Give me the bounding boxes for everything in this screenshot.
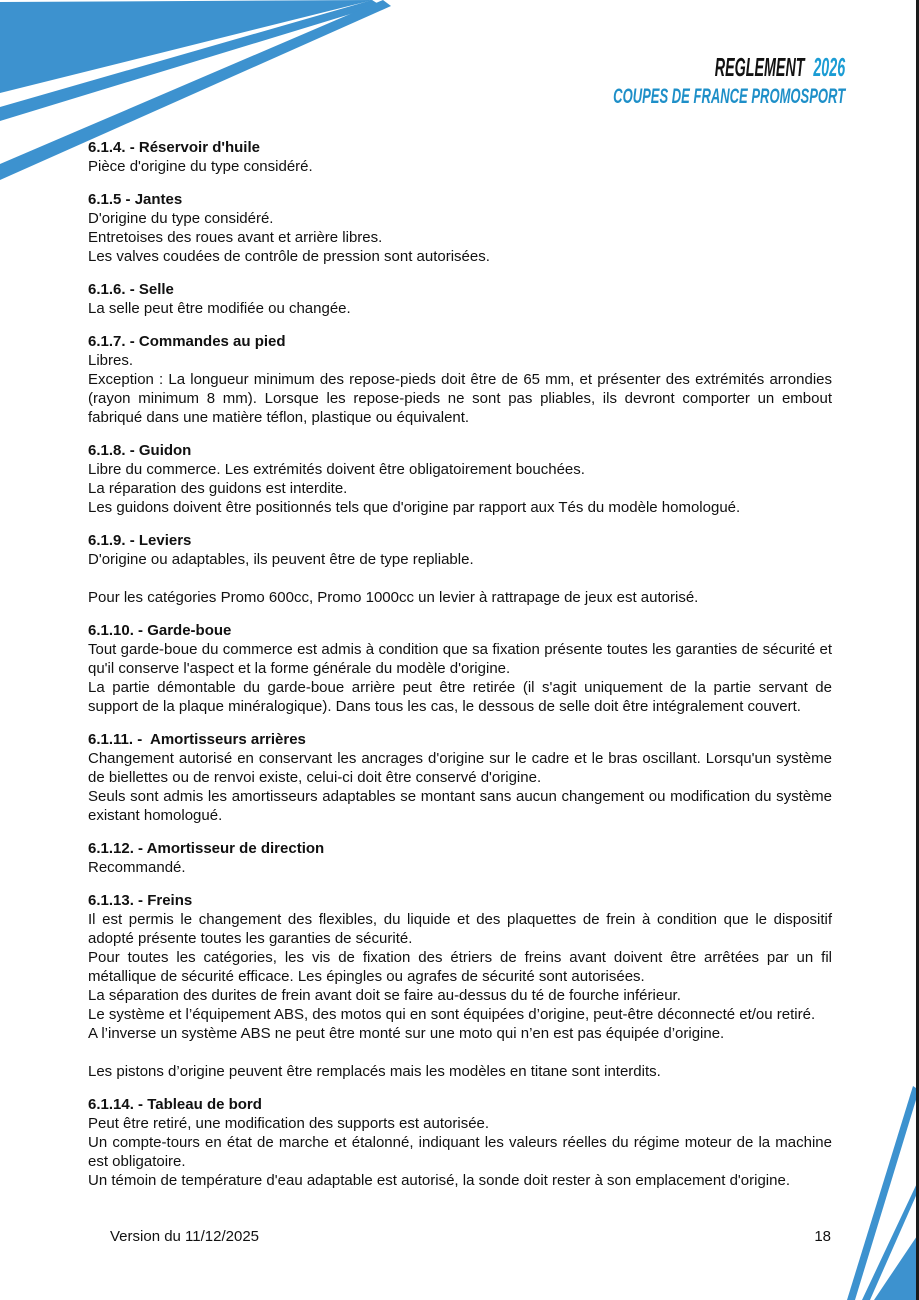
section-heading: 6.1.13. - Freins	[88, 892, 193, 909]
section-heading: 6.1.5 - Jantes	[88, 191, 183, 208]
paragraph: Les guidons doivent être positionnés tels que d'origine par rapport aux Tés du modèle homologué.	[88, 499, 741, 516]
section-heading: 6.1.10. - Garde-boue	[88, 622, 232, 639]
paragraph: Libre du commerce. Les extrémités doivent être obligatoirement bouchées.	[88, 461, 585, 478]
paragraph: Exception : La longueur minimum des repose-pieds doit être de 65 mm, et présenter des extrémités arrondies (rayon minimum 8 mm). Lorsque les repose-pieds ne sont pas pliables, ils devront comporter un embout fabriqué dans une matière téflon, plastique ou équivalent.	[88, 371, 832, 426]
section-heading: 6.1.11. - Amortisseurs arrières	[88, 731, 306, 748]
section-6-1-13	[88, 891, 832, 1081]
paragraph: Seuls sont admis les amortisseurs adaptables se montant sans aucun changement ou modification du système existant homologué.	[88, 788, 832, 824]
section-6-1-7	[88, 332, 832, 427]
paragraph: La séparation des durites de frein avant doit se faire au-dessus du té de fourche inférieur.	[88, 987, 681, 1004]
masthead-subtitle: COUPES DE FRANCE PROMOSPORT	[613, 85, 845, 108]
paragraph: La selle peut être modifiée ou changée.	[88, 300, 351, 317]
paragraph: A l’inverse un système ABS ne peut être monté sur une moto qui n’en est pas équipée d’origine.	[88, 1025, 725, 1042]
section-6-1-4	[88, 138, 832, 176]
section-6-1-12	[88, 839, 832, 877]
stripe-wedge-top-left	[0, 0, 373, 93]
section-6-1-5	[88, 190, 832, 266]
paragraph: Recommandé.	[88, 859, 186, 876]
paragraph: Un compte-tours en état de marche et étalonné, indiquant les valeurs réelles du régime moteur de la machine est obligatoire.	[88, 1134, 832, 1170]
section-heading: 6.1.14. - Tableau de bord	[88, 1096, 262, 1113]
section-6-1-9	[88, 531, 832, 607]
section-6-1-10	[88, 621, 832, 716]
paragraph: Peut être retiré, une modification des supports est autorisée.	[88, 1115, 490, 1132]
paragraph: Il est permis le changement des flexibles, du liquide et des plaquettes de frein à condition que le dispositif adopté présente toutes les garanties de sécurité.	[88, 911, 832, 947]
footer-version: Version du 11/12/2025	[110, 1228, 260, 1245]
section-heading: 6.1.12. - Amortisseur de direction	[88, 840, 325, 857]
section-heading: 6.1.4. - Réservoir d'huile	[88, 139, 260, 156]
section-heading: 6.1.6. - Selle	[88, 281, 174, 298]
document-content	[88, 138, 832, 1204]
paragraph: Un témoin de température d'eau adaptable est autorisé, la sonde doit rester à son emplacement d'origine.	[88, 1172, 790, 1189]
paragraph: Pour les catégories Promo 600cc, Promo 1000cc un levier à rattrapage de jeux est autorisé.	[88, 589, 699, 606]
paragraph: Les pistons d’origine peuvent être remplacés mais les modèles en titane sont interdits.	[88, 1063, 661, 1080]
paragraph: Les valves coudées de contrôle de pression sont autorisées.	[88, 248, 490, 265]
paragraph: Tout garde-boue du commerce est admis à condition que sa fixation présente toutes les garanties de sécurité et qu'il conserve l'aspect et la forme générale du modèle d'origine.	[88, 641, 832, 677]
section-6-1-11	[88, 730, 832, 825]
paragraph: Le système et l’équipement ABS, des motos qui en sont équipées d’origine, peut-être déconnecté et/ou retiré.	[88, 1006, 816, 1023]
paragraph: Pour toutes les catégories, les vis de fixation des étriers de freins avant doivent être arrêtées par un fil métallique de sécurité efficace. Les épingles ou agrafes de sécurité sont autorisées.	[88, 949, 832, 985]
paragraph: La réparation des guidons est interdite.	[88, 480, 348, 497]
section-6-1-8	[88, 441, 832, 517]
paragraph: La partie démontable du garde-boue arrière peut être retirée (il s'agit uniquement de la partie servant de support de la plaque minéralogique). Dans tous les cas, le dessous de selle doit être intégralement couvert.	[88, 679, 832, 715]
paragraph: Pièce d'origine du type considéré.	[88, 158, 313, 175]
masthead-year: 2026	[813, 52, 845, 82]
paragraph: Entretoises des roues avant et arrière libres.	[88, 229, 383, 246]
footer-page-number: 18	[814, 1228, 831, 1245]
paragraph: D'origine ou adaptables, ils peuvent être de type repliable.	[88, 551, 474, 568]
section-heading: 6.1.7. - Commandes au pied	[88, 333, 286, 350]
masthead	[471, 52, 845, 109]
paragraph: Changement autorisé en conservant les ancrages d'origine sur le cadre et le bras oscillant. Lorsqu'un système de biellettes ou de renvoi existe, celui-ci doit être conservé d'origine.	[88, 750, 832, 786]
section-6-1-14	[88, 1095, 832, 1190]
masthead-title: REGLEMENT	[714, 52, 805, 82]
masthead-title-line	[639, 52, 845, 83]
paragraph: D'origine du type considéré.	[88, 210, 274, 227]
section-6-1-6	[88, 280, 832, 318]
paragraph: Libres.	[88, 352, 134, 369]
section-heading: 6.1.9. - Leviers	[88, 532, 192, 549]
section-heading: 6.1.8. - Guidon	[88, 442, 192, 459]
